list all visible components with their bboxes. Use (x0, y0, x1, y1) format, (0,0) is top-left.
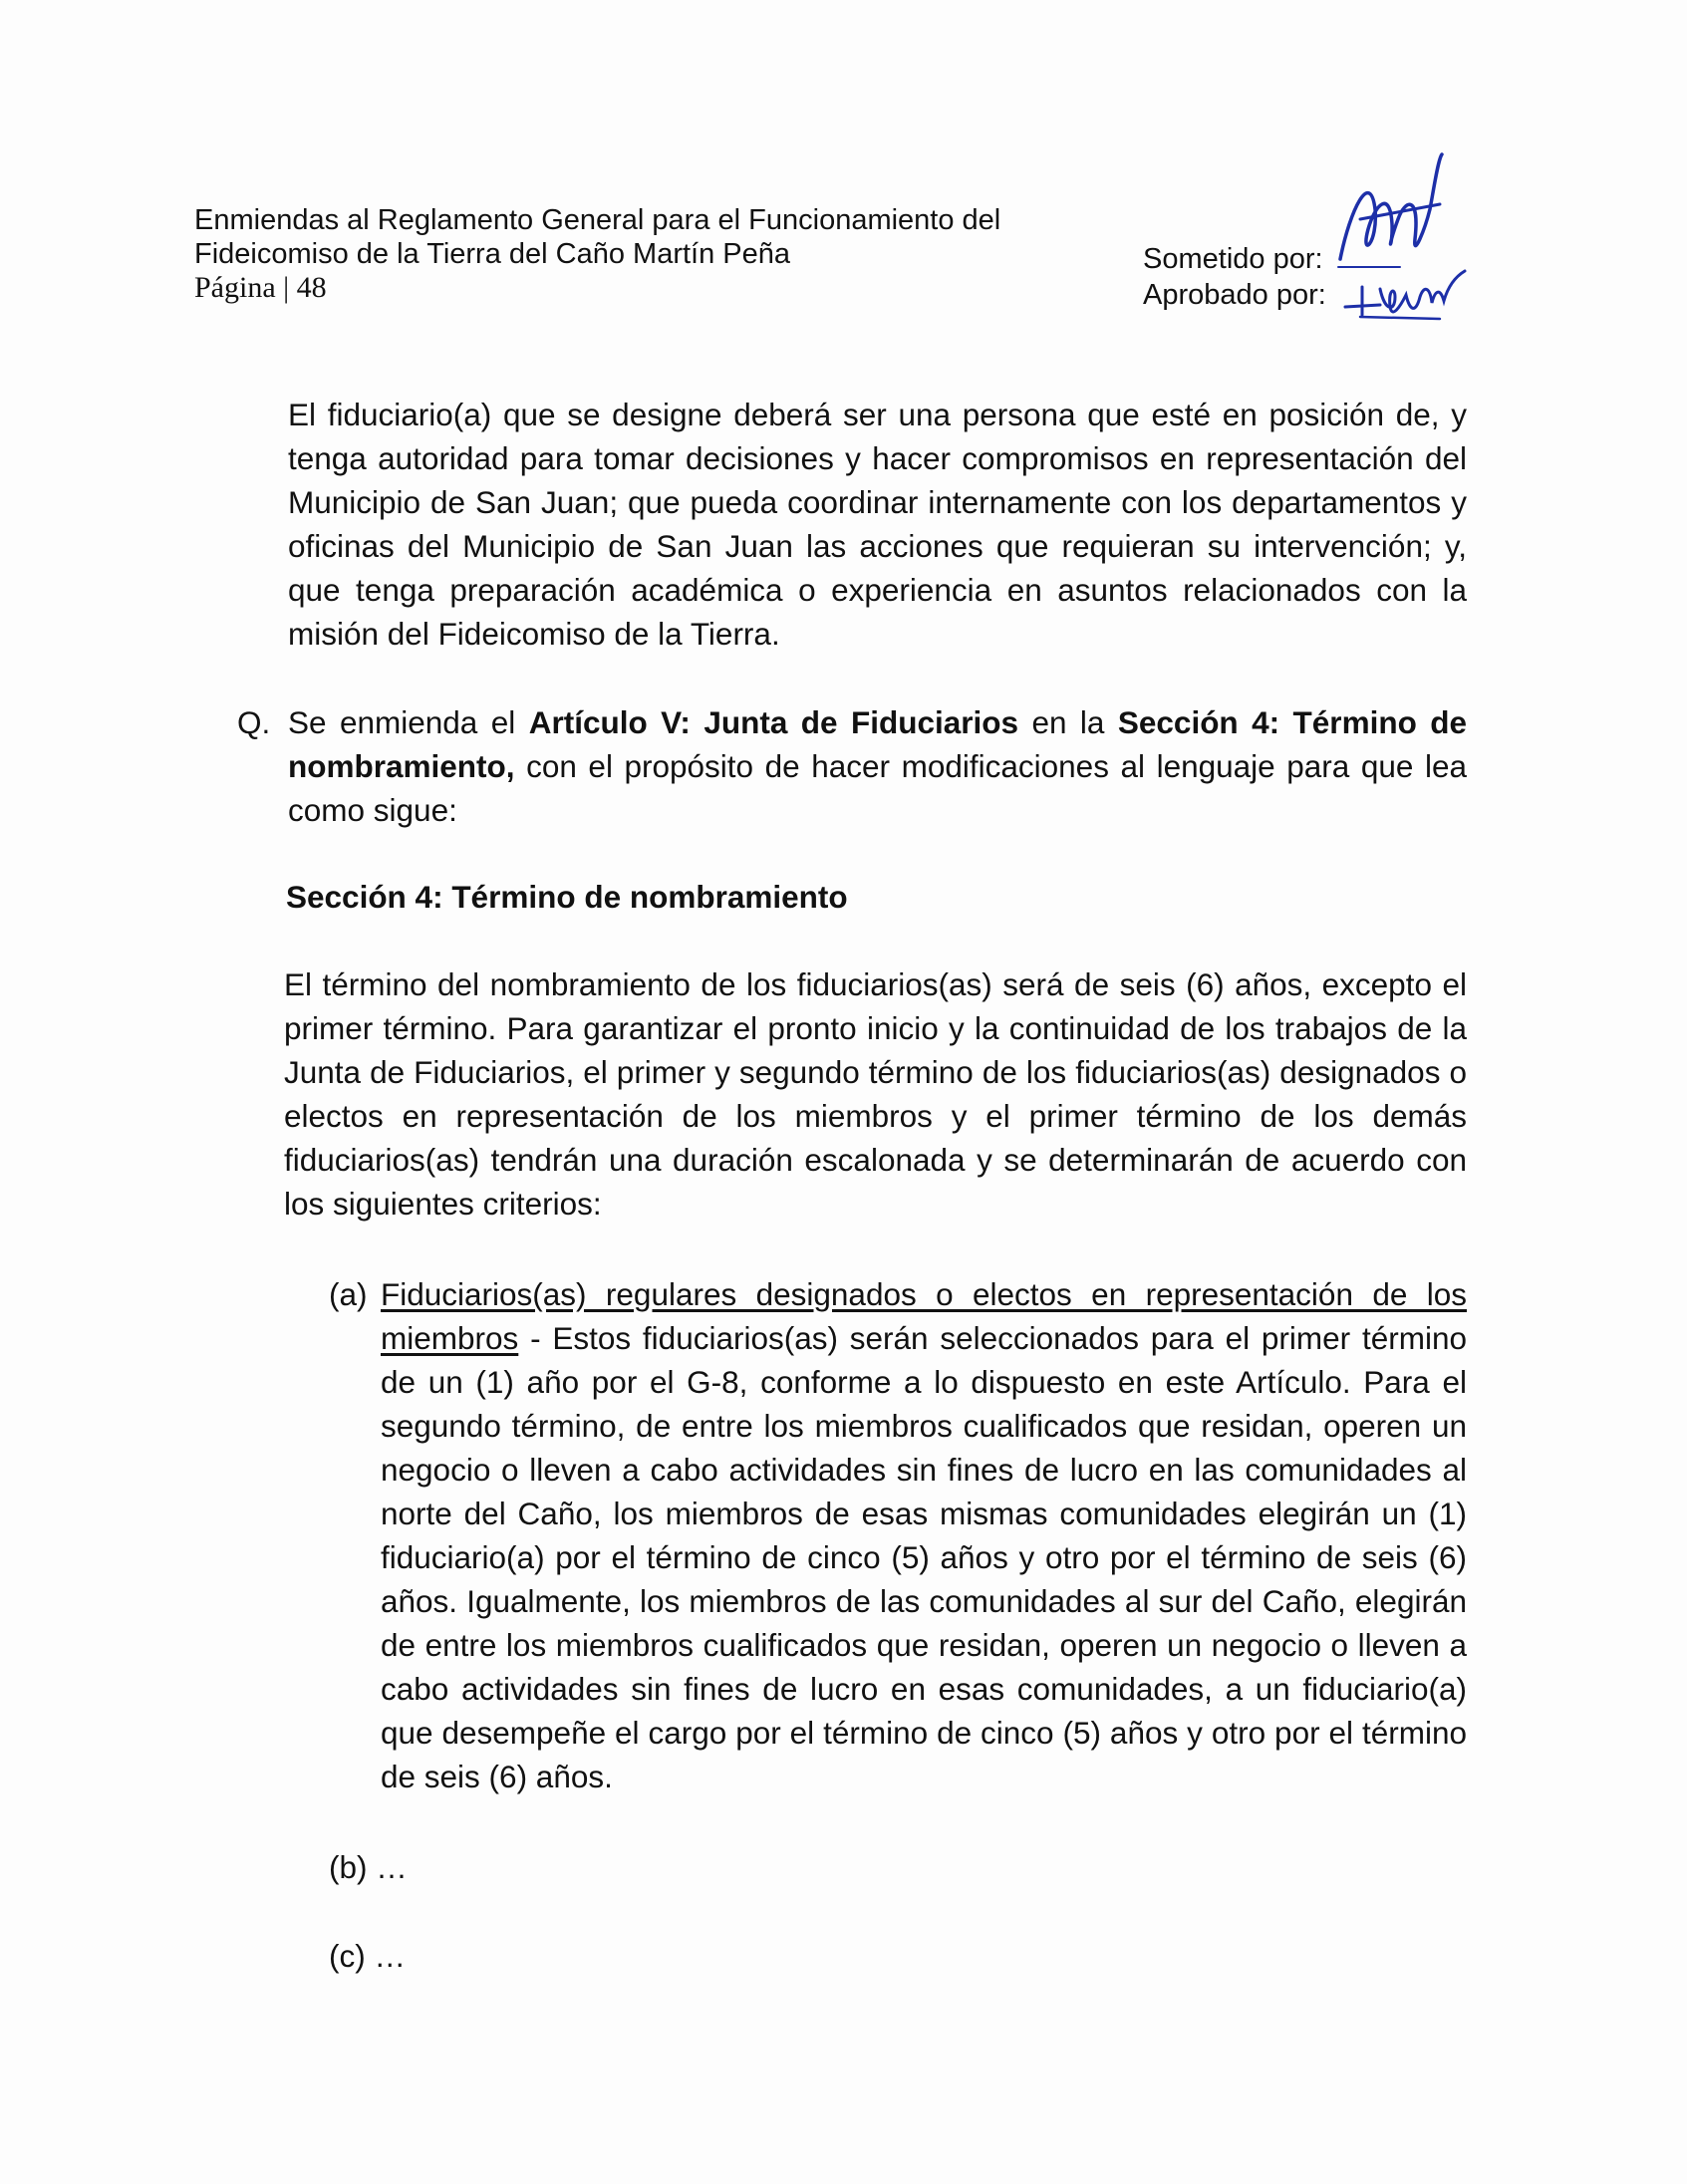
header-title-line1: Enmiendas al Reglamento General para el Funcionamiento del (194, 204, 1001, 236)
item-c: (c) … (329, 1938, 406, 1974)
item-q-section: Sección 4: Término de nombramiento, (288, 704, 1468, 784)
submitted-signature (1330, 149, 1470, 279)
item-q-text-3: con el propósito de hacer modificaciones al lenguaje para que lea como sigue: (288, 748, 1467, 828)
item-q-text-1: Se enmienda el (288, 704, 529, 740)
item-q-text (288, 700, 1467, 832)
approved-by-line (1143, 277, 1326, 313)
item-a-label: (a) (329, 1276, 368, 1312)
header-title-line2: Fideicomiso de la Tierra del Caño Martín Peña (194, 238, 791, 270)
item-q-text-2: en la (1018, 704, 1118, 740)
paragraph-fiduciary-requirements: El fiduciario(a) que se designe deberá ser una persona que esté en posición de, y tenga autoridad para tomar decisiones y hacer compromisos en representación del Municipio de San Juan; que pueda coordinar internamente con los departamentos y oficinas del Municipio de San Juan las acciones que requieran su intervención; y, que tenga preparación académica o experiencia en asuntos relacionados con la misión del Fideicomiso de la Tierra. (288, 397, 1467, 652)
approved-by-label: Aprobado por: (1143, 279, 1326, 311)
page-number: Página | 48 (194, 271, 327, 304)
approved-signature (1340, 267, 1480, 327)
section-title: Sección 4: Término de nombramiento (286, 879, 848, 915)
item-q-label: Q. (237, 704, 271, 740)
approval-block (1143, 241, 1326, 313)
item-b: (b) … (329, 1849, 408, 1885)
paragraph-term-duration: El término del nombramiento de los fiduciarios(as) será de seis (6) años, excepto el primer término. Para garantizar el pronto inicio y la continuidad de los trabajos de la Junta de Fiduciarios, el primer y segundo término de los fiduciarios(as) designados o electos en representación de los miembros y el primer término de los demás fiduciarios(as) tendrán una duración escalonada y se determinarán de acuerdo con los siguientes criterios: (284, 966, 1467, 1222)
item-q-article: Artículo V: Junta de Fiduciarios (528, 704, 1019, 740)
submitted-by-line (1143, 241, 1326, 277)
item-a-heading: Fiduciarios(as) regulares designados o electos en representación de los miembros (381, 1276, 1467, 1356)
item-a-text (381, 1272, 1467, 1798)
page-header (194, 203, 1000, 305)
item-a-body: - Estos fiduciarios(as) serán seleccionados para el primer término de un (1) año por el G-8, conforme a lo dispuesto en este Artículo. Para el segundo término, de entre los miembros cualificados que residan, operen un negocio o lleven a cabo actividades sin fines de lucro en las comunidades al norte del Caño, los miembros de esas mismas comunidades elegirán un (1) fiduciario(a) por el término de cinco (5) años y otro por el término de seis (6) años. Igualmente, los miembros de las comunidades al sur del Caño, elegirán de entre los miembros cualificados que residan, operen un negocio o lleven a cabo actividades sin fines de lucro en esas comunidades, a un fiduciario(a) que desempeñe el cargo por el término de cinco (5) años y otro por el término de seis (6) años. (381, 1320, 1467, 1794)
submitted-by-label: Sometido por: (1143, 243, 1323, 275)
